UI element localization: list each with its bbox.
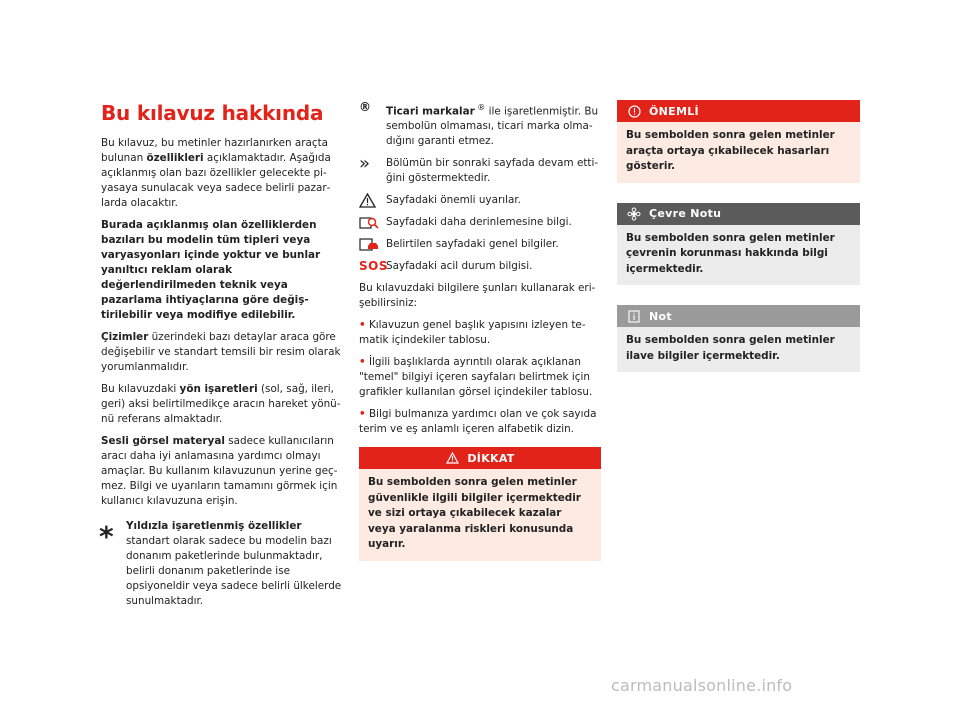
access-intro: Bu kılavuzdaki bilgilere şunları kullanarak erişebilirsiniz: xyxy=(359,282,596,310)
disclaimer-paragraph: Burada açıklanmış olan özelliklerden bazıları bu modelin tüm tipleri veya varyasyonları içinde yoktur ve bunlar yanıltıcı reklam olarak değerlendirilmeden teknik veya pazarlama ihtiyaçlarına göre değiştirilebilir veya modifiye edilebilir. xyxy=(101,219,321,321)
note-header: Not xyxy=(617,305,860,327)
registered-icon: ® xyxy=(359,100,371,114)
magnifier-book-icon xyxy=(359,215,381,230)
double-chevron-icon: » xyxy=(359,153,371,175)
warning-row: Sayfadaki önemli uyarılar. xyxy=(359,193,601,208)
page-title: Bu kılavuz hakkında xyxy=(101,101,324,125)
caution-box xyxy=(359,447,601,561)
middle-column xyxy=(359,100,601,561)
intro-paragraph: Bu kılavuz, bu metinler hazırlanırken araçta bulunan özellikleri açıklamaktadır. Aşağıda açıklanmış olan bazı özellikler gelecekte piyasaya sunulacak veya sadece belirli pazarlarda olacaktır. xyxy=(101,137,331,209)
exclamation-circle-icon xyxy=(627,104,641,118)
important-header: ÖNEMLİ xyxy=(617,100,860,122)
asterisk-icon: * xyxy=(99,520,114,553)
car-page-icon xyxy=(359,237,381,252)
star-note xyxy=(101,519,345,609)
sos-row: SOS Sayfadaki acil durum bilgisi. xyxy=(359,259,533,274)
list-item: • Kılavuzun genel başlık yapısını izleyen tematik içindekiler tablosu. xyxy=(359,319,586,347)
right-column xyxy=(617,100,860,372)
left-column xyxy=(101,100,345,616)
trademark-row: ® Ticari markalar ® ile işaretlenmiştir. Bu sembolün olmaması, ticari marka olmadığını garanti etmez. xyxy=(359,100,599,148)
environment-text: Bu sembolden sonra gelen metinler çevrenin korunması hakkında bilgi içermektedir. xyxy=(617,225,860,286)
list-item: • Bilgi bulmanıza yardımcı olan ve çok sayıda terim ve eş anlamlı içeren alfabetik dizin. xyxy=(359,408,597,436)
audiovisual-paragraph: Sesli görsel materyal sadece kullanıcıların aracı daha iyi anlamasına yardımcı olmayı amaçlar. Bu kullanım kılavuzunun yerine geçmez. Bilgi ve uyarıların tamamını görmek için kullanıcı kılavuzuna erişin. xyxy=(101,435,338,507)
sos-icon: SOS xyxy=(359,259,388,274)
star-note-text: Yıldızla işaretlenmiş özellikler standart olarak sadece bu modelin bazı donanım paketlerinde bulunmaktadır, belirli donanım paketlerinde ise opsiyoneldir veya sadece belirli ülkelerde sunulmaktadır. xyxy=(126,520,342,607)
note-box xyxy=(617,305,860,372)
illustrations-paragraph: Çizimler üzerindeki bazı detaylar araca göre değişebilir ve standart temsili bir resim olarak yorumlanmalıdır. xyxy=(101,331,341,373)
environment-header: Çevre Notu xyxy=(617,203,860,225)
caution-header: DİKKAT xyxy=(359,447,601,469)
list-item: • İlgili başlıklarda ayrıntılı olarak açıklanan "temel" bilgiyi içeren sayfaları belirtmek için grafikler kullanılan görsel içindekiler tablosu. xyxy=(359,356,593,399)
warning-triangle-icon xyxy=(359,193,381,208)
general-info-row: Belirtilen sayfadaki genel bilgiler. xyxy=(359,237,601,252)
watermark: carmanualsonline.info xyxy=(611,676,793,695)
environment-box xyxy=(617,203,860,286)
directions-paragraph: Bu kılavuzdaki yön işaretleri (sol, sağ, ileri, geri) aksi belirtilmedikçe aracın hareket yönünü referans almaktadır. xyxy=(101,383,341,425)
info-icon xyxy=(627,309,641,323)
warning-triangle-icon xyxy=(445,451,459,465)
leaf-flower-icon xyxy=(627,207,641,221)
continued-row: » Bölümün bir sonraki sayfada devam ettiğini göstermektedir. xyxy=(359,153,599,185)
important-text: Bu sembolden sonra gelen metinler araçta ortaya çıkabilecek hasarları gösterir. xyxy=(617,122,860,183)
detail-row: Sayfadaki daha derinlemesine bilgi. xyxy=(359,215,601,230)
important-box xyxy=(617,100,860,183)
note-text: Bu sembolden sonra gelen metinler ilave bilgiler içermektedir. xyxy=(617,327,860,372)
caution-text: Bu sembolden sonra gelen metinler güvenlikle ilgili bilgiler içermektedir ve sizi ortaya çıkabilecek kazalar veya yaralanma riskleri konusunda uyarır. xyxy=(359,469,601,561)
